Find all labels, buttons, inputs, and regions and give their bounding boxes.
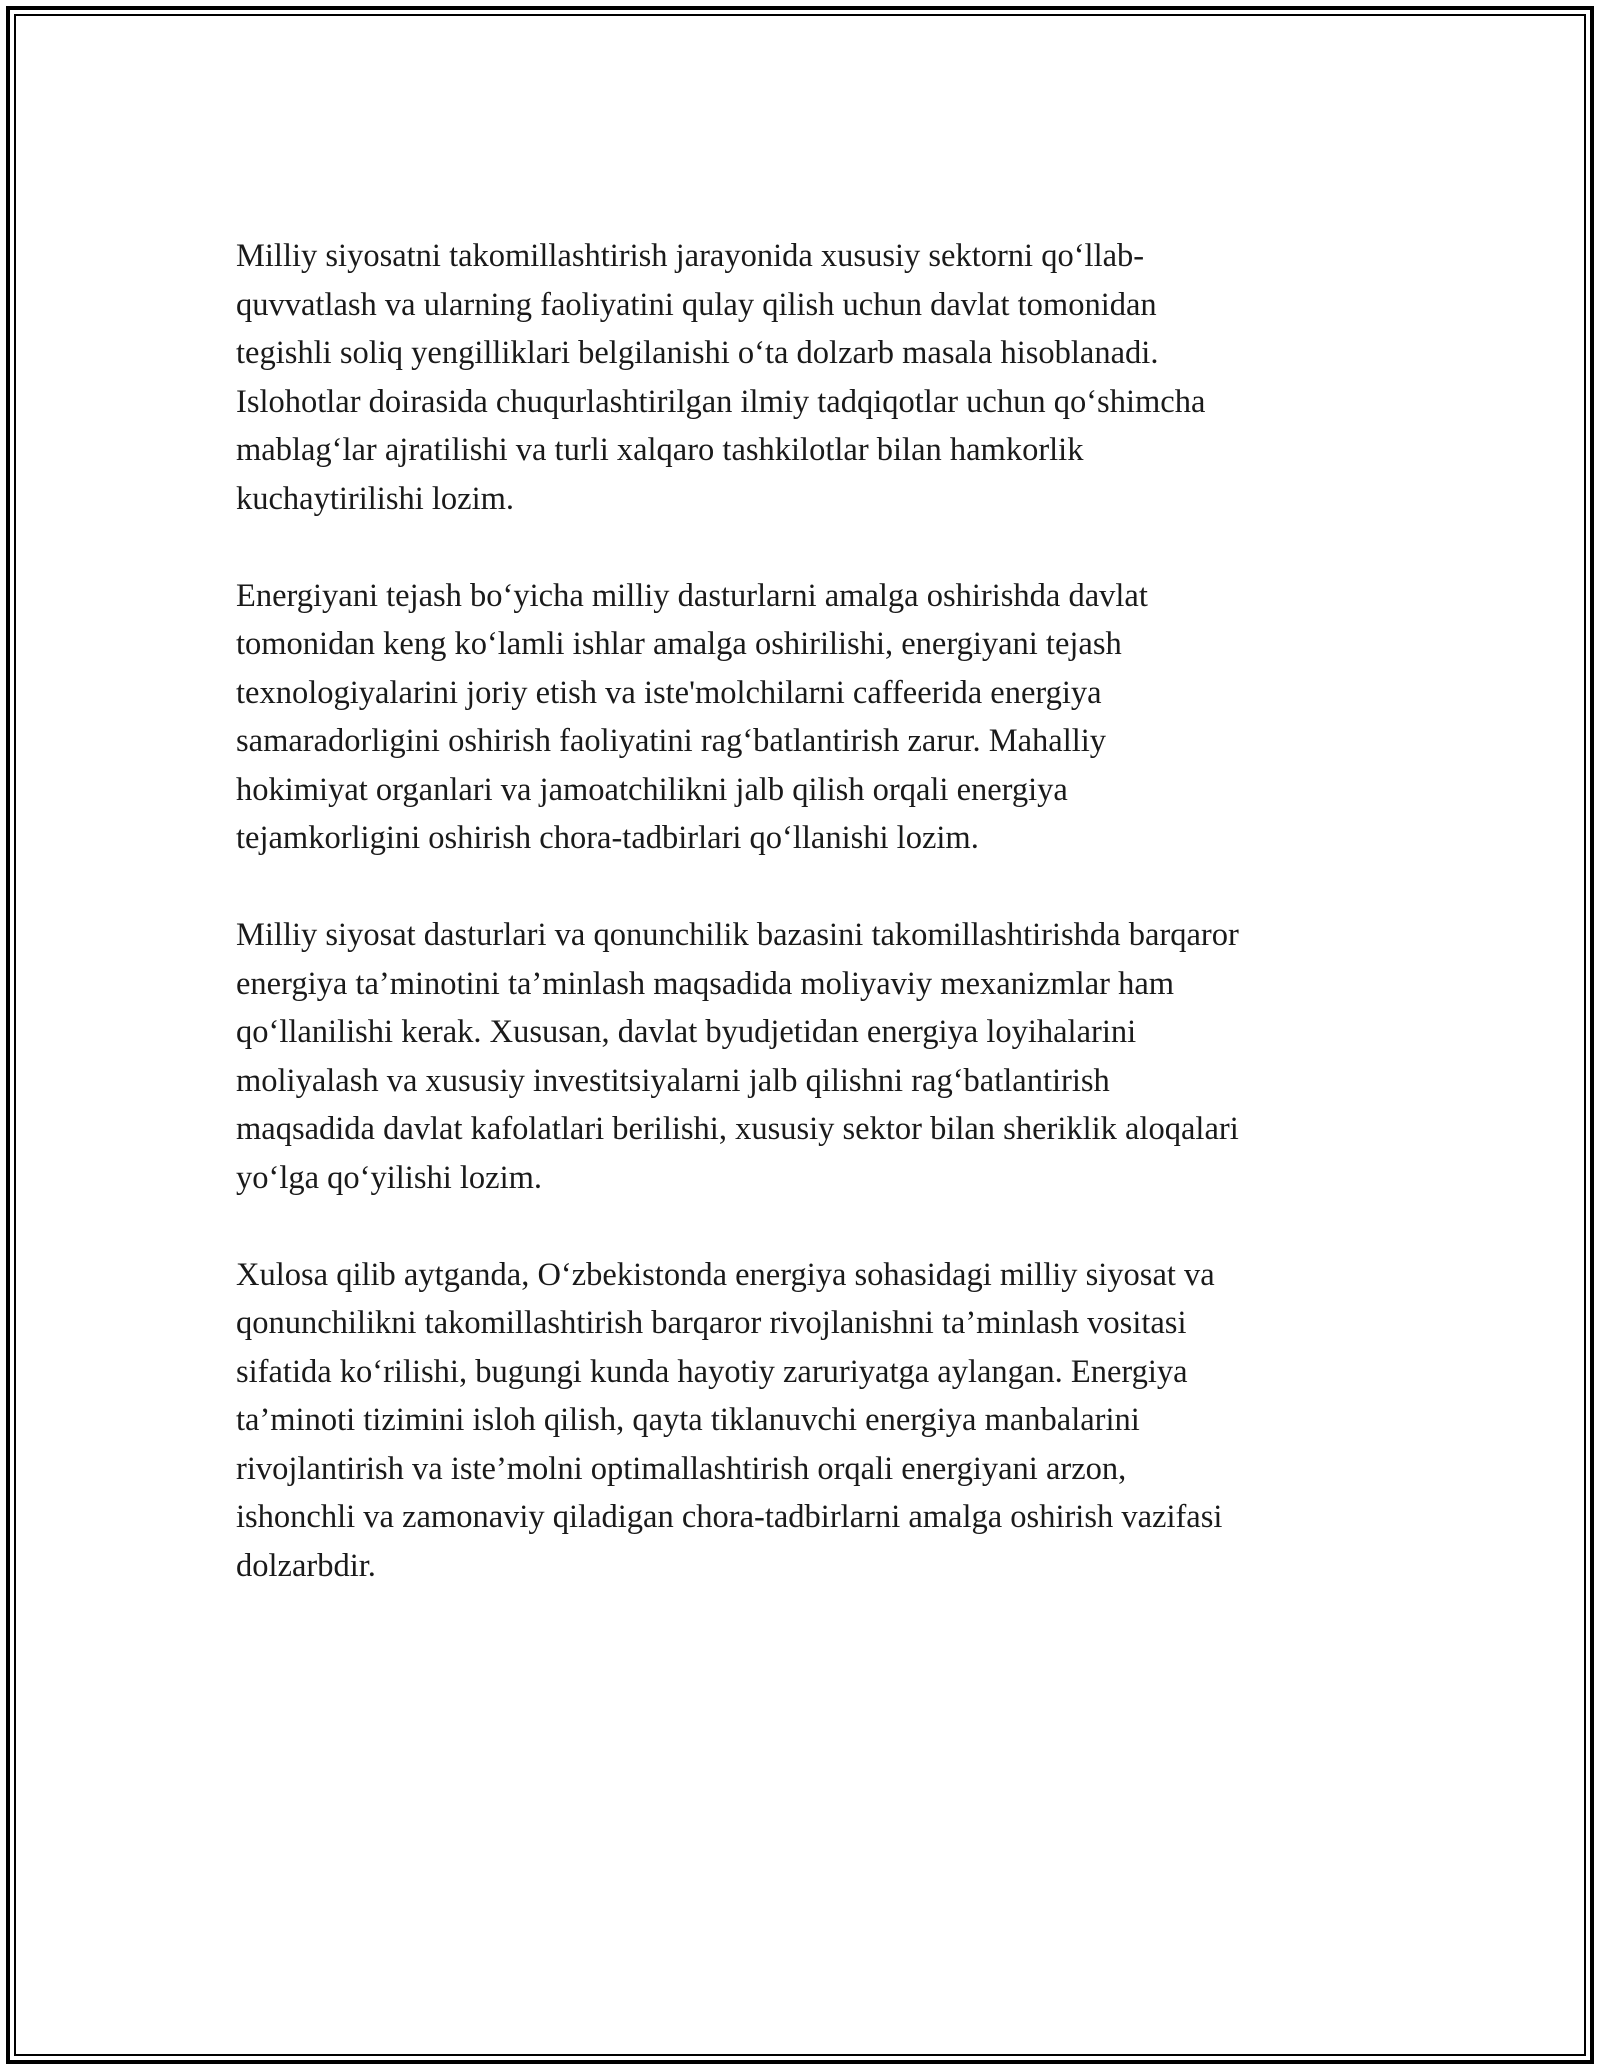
paragraph-2 (236, 572, 1386, 863)
paragraph-line: qo‘llanilishi kerak. Xususan, davlat byudjetidan energiya loyihalarini (236, 1014, 1137, 1050)
paragraph-line: qonunchilikni takomillashtirish barqaror rivojlanishni ta’minlash vositasi (236, 1305, 1187, 1341)
paragraph-line: tejamkorligini oshirish chora-tadbirlari qo‘llanishi lozim. (236, 820, 979, 856)
paragraph-line: quvvatlash va ularning faoliyatini qulay qilish uchun davlat tomonidan (236, 286, 1157, 323)
paragraph-1 (236, 232, 1386, 523)
paragraph-line: Energiyani tejash bo‘yicha milliy dasturlarni amalga oshirishda davlat (236, 577, 1148, 614)
document-body (236, 232, 1386, 1639)
paragraph-3 (236, 911, 1386, 1202)
paragraph-line: Milliy siyosat dasturlari va qonunchilik bazasini takomillashtirishda barqaror (236, 917, 1239, 953)
paragraph-line: Milliy siyosatni takomillashtirish jarayonida xususiy sektorni qo‘llab- (236, 238, 1145, 274)
paragraph-line: tegishli soliq yengilliklari belgilanishi o‘ta dolzarb masala hisoblanadi. (236, 335, 1159, 371)
paragraph-line: yo‘lga qo‘yilishi lozim. (236, 1159, 543, 1196)
paragraph-line: energiya ta’minotini ta’minlash maqsadida moliyaviy mexanizmlar ham (236, 965, 1175, 1002)
paragraph-line: Islohotlar doirasida chuqurlashtirilgan ilmiy tadqiqotlar uchun qo‘shimcha (236, 383, 1206, 420)
paragraph-line: rivojlantirish va iste’molni optimallashtirish orqali energiyani arzon, (236, 1450, 1127, 1487)
paragraph-line: mablag‘lar ajratilishi va turli xalqaro tashkilotlar bilan hamkorlik (236, 432, 1084, 468)
paragraph-line: ta’minoti tizimini isloh qilish, qayta tiklanuvchi energiya manbalarini (236, 1402, 1140, 1438)
paragraph-line: kuchaytirilishi lozim. (236, 480, 515, 517)
paragraph-line: moliyalash va xususiy investitsiyalarni jalb qilishni rag‘batlantirish (236, 1062, 1110, 1099)
paragraph-4 (236, 1251, 1386, 1591)
paragraph-line: samaradorligini oshirish faoliyatini rag‘batlantirish zarur. Mahalliy (236, 723, 1107, 759)
paragraph-line: sifatida ko‘rilishi, bugungi kunda hayotiy zaruriyatga aylangan. Energiya (236, 1353, 1188, 1390)
paragraph-line: Xulosa qilib aytganda, O‘zbekistonda energiya sohasidagi milliy siyosat va (236, 1256, 1215, 1293)
paragraph-line: hokimiyat organlari va jamoatchilikni jalb qilish orqali energiya (236, 771, 1068, 808)
paragraph-line: tomonidan keng ko‘lamli ishlar amalga oshirilishi, energiyani tejash (236, 626, 1122, 662)
paragraph-line: ishonchli va zamonaviy qiladigan chora-tadbirlarni amalga oshirish vazifasi (236, 1499, 1223, 1535)
paragraph-line: dolzarbdir. (236, 1547, 376, 1584)
paragraph-line: texnologiyalarini joriy etish va iste'molchilarni caffeerida energiya (236, 674, 1102, 711)
paragraph-line: maqsadida davlat kafolatlari berilishi, xususiy sektor bilan sheriklik aloqalari (236, 1111, 1239, 1147)
